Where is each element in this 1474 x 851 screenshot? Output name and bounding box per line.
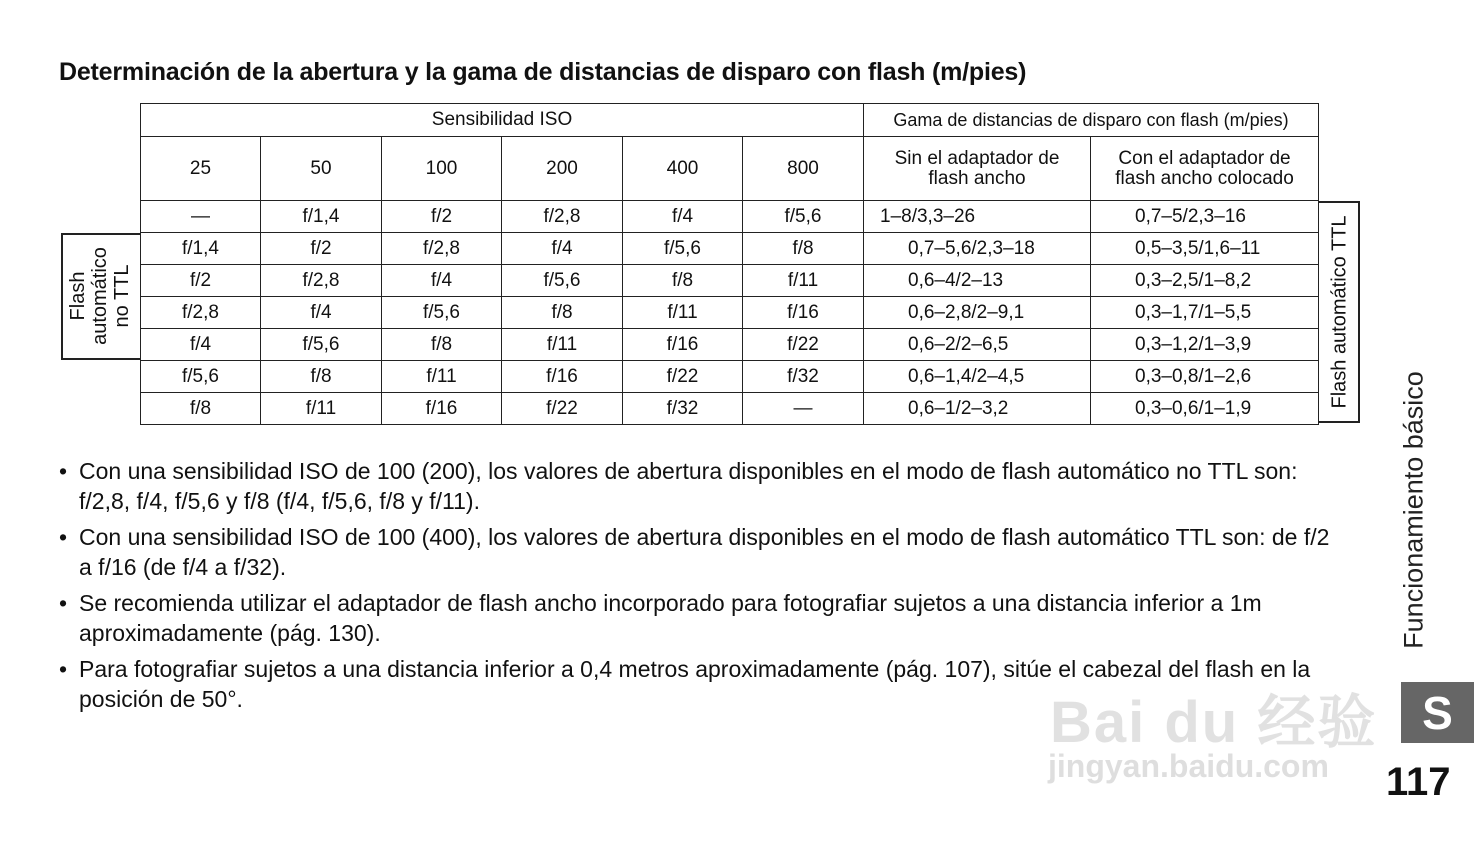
no-ttl-label: Flash automático no TTL	[67, 247, 133, 345]
table-cell: f/5,6	[743, 201, 864, 233]
table-cell: 0,3–2,5/1–8,2	[1091, 265, 1319, 297]
table-cell: f/4	[502, 233, 623, 265]
table-cell: f/16	[502, 361, 623, 393]
table-row	[141, 265, 1319, 297]
table-cell: f/8	[141, 393, 261, 425]
table-cell: f/2	[382, 201, 502, 233]
table-cell: 0,3–0,8/1–2,6	[1091, 361, 1319, 393]
iso-value: 25	[141, 137, 261, 201]
table-row	[141, 297, 1319, 329]
table-cell: f/22	[623, 361, 743, 393]
bullet-icon: •	[59, 656, 68, 682]
table-cell: f/1,4	[141, 233, 261, 265]
table-cell: f/8	[502, 297, 623, 329]
table-cell: f/11	[261, 393, 382, 425]
table-cell: f/5,6	[261, 329, 382, 361]
bullet-icon: •	[59, 524, 68, 550]
table-cell: f/16	[623, 329, 743, 361]
table-cell: f/22	[743, 329, 864, 361]
table-cell: f/2,8	[502, 201, 623, 233]
table-cell: 0,3–0,6/1–1,9	[1091, 393, 1319, 425]
table-cell: f/11	[743, 265, 864, 297]
table-cell: —	[743, 393, 864, 425]
iso-value: 400	[623, 137, 743, 201]
table-row	[141, 201, 1319, 233]
table-cell: 0,3–1,7/1–5,5	[1091, 297, 1319, 329]
table-row	[141, 361, 1319, 393]
col-with-adapter: Con el adaptador de flash ancho colocado	[1091, 137, 1319, 201]
note-item	[59, 588, 1339, 648]
table-cell: f/4	[141, 329, 261, 361]
table-cell: f/32	[623, 393, 743, 425]
note-text: Para fotografiar sujetos a una distancia inferior a 0,4 metros aproximadamente (pág. 107), sitúe el cabezal del flash en la posición de 50°.	[79, 656, 1311, 712]
table-cell: f/11	[382, 361, 502, 393]
table-cell: 1–8/3,3–26	[864, 201, 1091, 233]
page-title: Determinación de la abertura y la gama de distancias de disparo con flash (m/pies)	[59, 58, 1027, 86]
table-cell: 0,7–5/2,3–16	[1091, 201, 1319, 233]
bullet-icon: •	[59, 458, 68, 484]
table-cell: 0,5–3,5/1,6–11	[1091, 233, 1319, 265]
table-cell: 0,6–4/2–13	[864, 265, 1091, 297]
table-cell: 0,6–2,8/2–9,1	[864, 297, 1091, 329]
iso-value: 50	[261, 137, 382, 201]
note-item	[59, 456, 1339, 516]
table-cell: f/11	[623, 297, 743, 329]
note-text: Con una sensibilidad ISO de 100 (400), los valores de abertura disponibles en el modo de flash automático TTL son: de f/2 a f/16 (de f/4 a f/32).	[79, 524, 1330, 580]
table-cell: 0,6–1,4/2–4,5	[864, 361, 1091, 393]
table-cell: f/2,8	[382, 233, 502, 265]
table-cell: f/8	[743, 233, 864, 265]
range-header: Gama de distancias de disparo con flash (m/pies)	[864, 104, 1319, 137]
iso-value: 800	[743, 137, 864, 201]
table-cell: f/16	[382, 393, 502, 425]
table-cell: 0,7–5,6/2,3–18	[864, 233, 1091, 265]
section-tab: S	[1401, 682, 1474, 743]
table-cell: f/2	[261, 233, 382, 265]
table-row	[141, 329, 1319, 361]
section-side-label: Funcionamiento básico	[1398, 371, 1429, 649]
table-cell: f/4	[623, 201, 743, 233]
table-cell: f/5,6	[141, 361, 261, 393]
watermark-url: jingyan.baidu.com	[1048, 748, 1329, 784]
table-cell: f/22	[502, 393, 623, 425]
note-text: Con una sensibilidad ISO de 100 (200), los valores de abertura disponibles en el modo de flash automático no TTL son: f/2,8, f/4, f/5,6 y f/8 (f/4, f/5,6, f/8 y f/11).	[79, 458, 1298, 514]
iso-value: 100	[382, 137, 502, 201]
note-item	[59, 522, 1339, 582]
iso-header: Sensibilidad ISO	[141, 104, 864, 137]
table-cell: f/16	[743, 297, 864, 329]
iso-value: 200	[502, 137, 623, 201]
table-cell: f/4	[382, 265, 502, 297]
table-cell: f/8	[382, 329, 502, 361]
table-cell: f/2	[141, 265, 261, 297]
table-cell: f/5,6	[623, 233, 743, 265]
table-cell: f/5,6	[502, 265, 623, 297]
col-without-adapter: Sin el adaptador de flash ancho	[864, 137, 1091, 201]
table-cell: f/1,4	[261, 201, 382, 233]
table-row	[141, 393, 1319, 425]
table-cell: 0,6–2/2–6,5	[864, 329, 1091, 361]
table-cell: f/8	[623, 265, 743, 297]
table-cell: —	[141, 201, 261, 233]
table-cell: 0,6–1/2–3,2	[864, 393, 1091, 425]
table-cell: f/2,8	[261, 265, 382, 297]
table-cell: f/11	[502, 329, 623, 361]
table-row	[141, 233, 1319, 265]
table-cell: f/2,8	[141, 297, 261, 329]
flash-aperture-table	[140, 103, 1319, 425]
table-cell: f/4	[261, 297, 382, 329]
ttl-label: Flash automático TTL	[1328, 215, 1351, 409]
bullet-icon: •	[59, 590, 68, 616]
note-text: Se recomienda utilizar el adaptador de flash ancho incorporado para fotografiar sujetos a una distancia inferior a 1m aproximadamente (pág. 130).	[79, 590, 1262, 646]
table-cell: f/32	[743, 361, 864, 393]
watermark-logo: Bai du 经验	[1050, 690, 1378, 755]
table-cell: f/5,6	[382, 297, 502, 329]
page-number: 117	[1386, 760, 1451, 804]
table-cell: 0,3–1,2/1–3,9	[1091, 329, 1319, 361]
table-cell: f/8	[261, 361, 382, 393]
